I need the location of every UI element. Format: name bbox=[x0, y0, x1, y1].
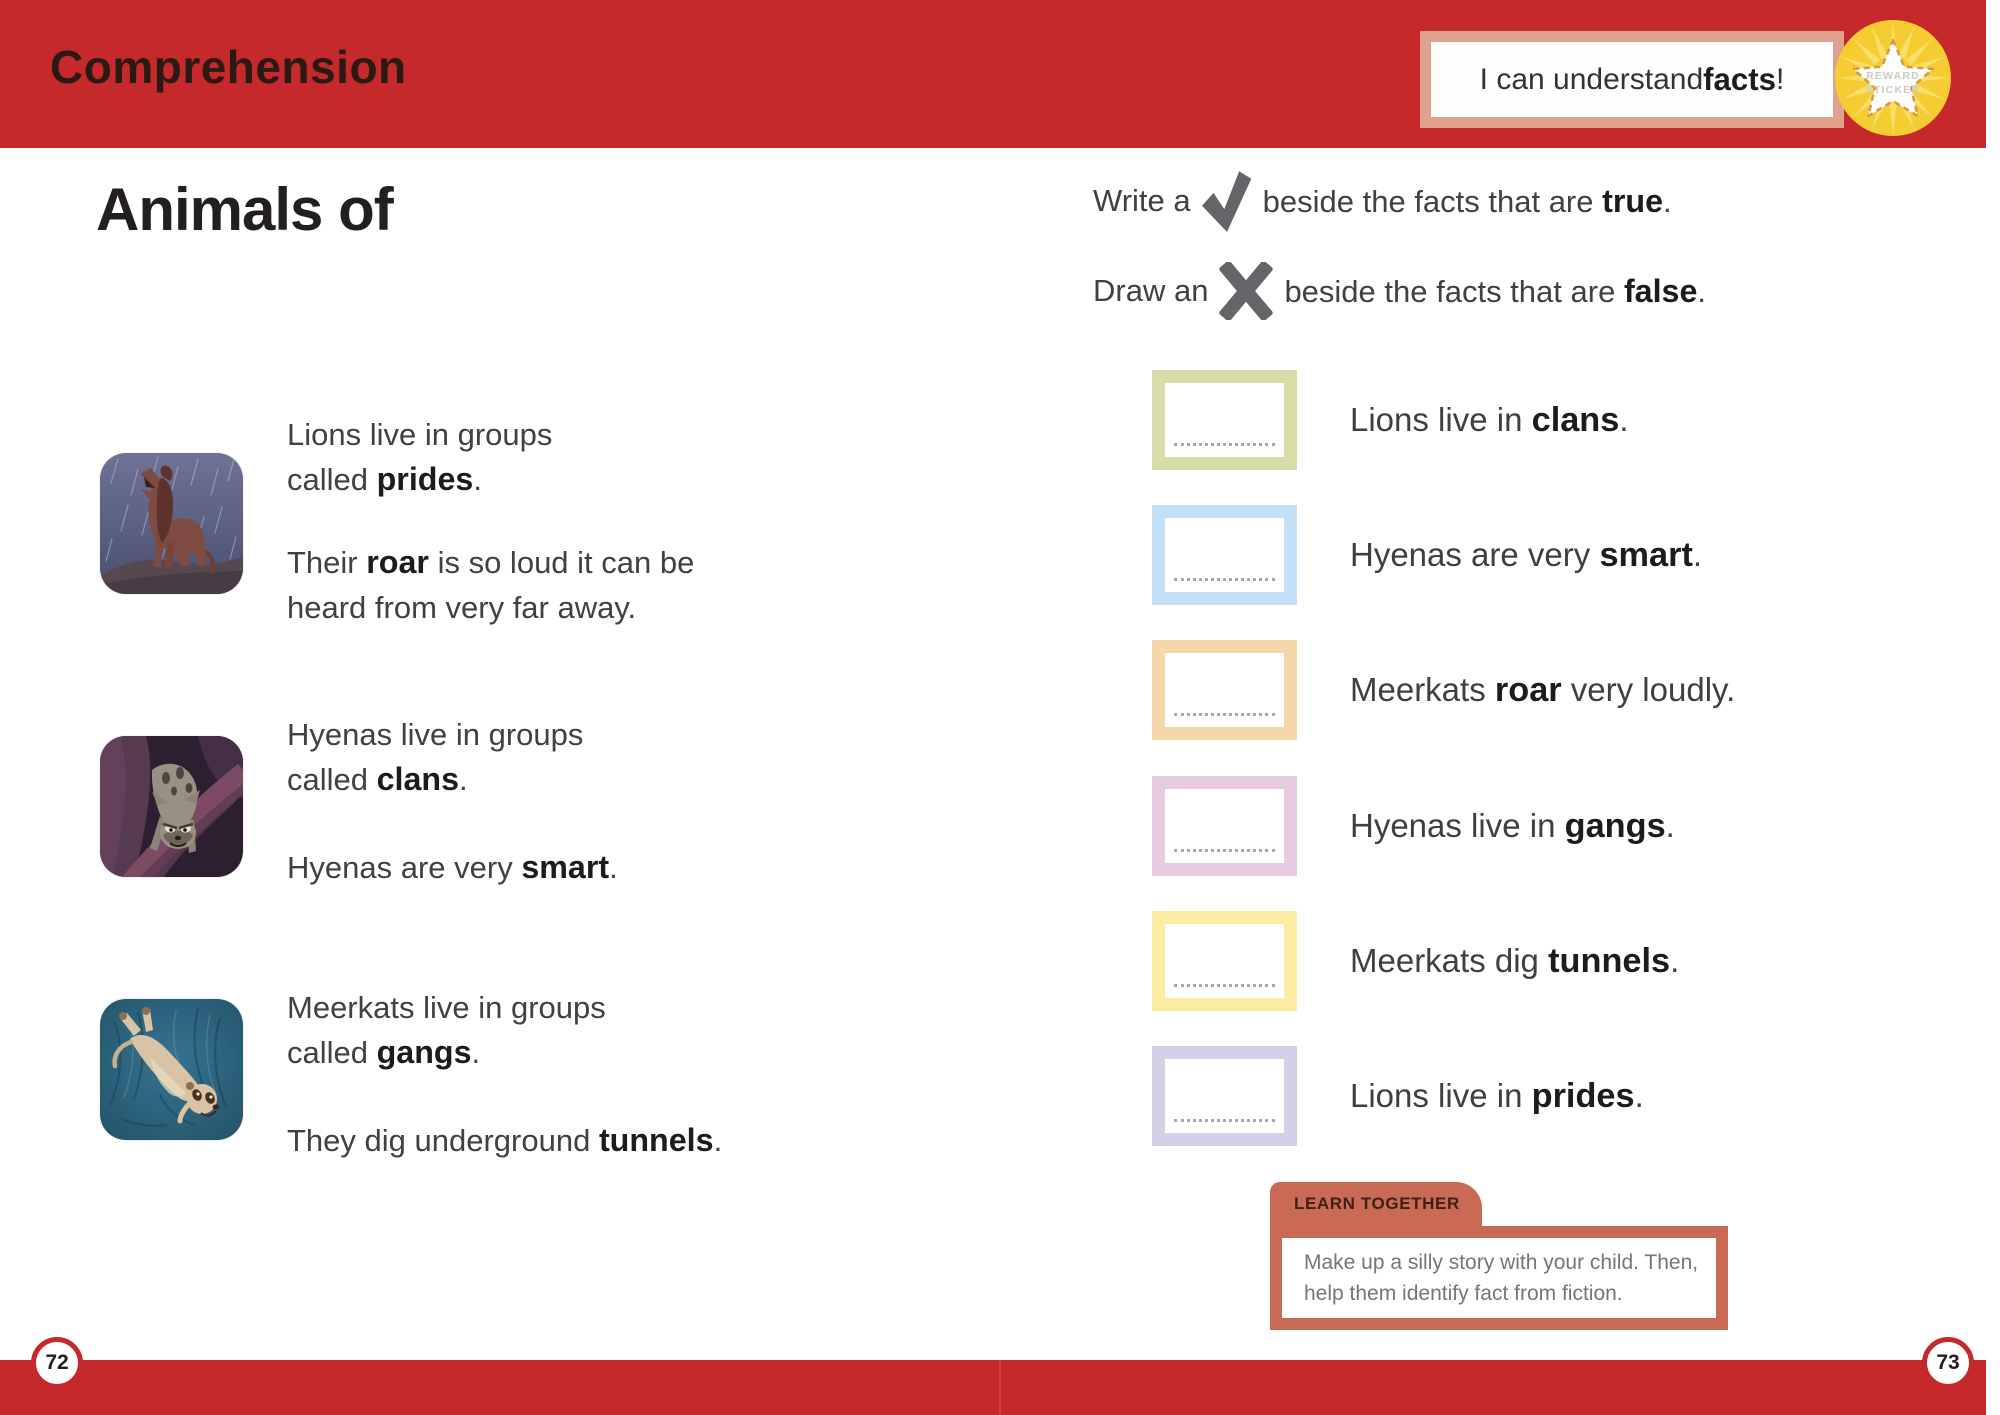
text-span: . bbox=[1692, 535, 1703, 573]
learn-together-line-2: help them identify fact from fiction. bbox=[1304, 1282, 1623, 1305]
badge-text-end: ! bbox=[1775, 62, 1785, 96]
keyword: smart bbox=[1599, 535, 1693, 574]
hyena-illustration bbox=[100, 736, 243, 877]
answer-box-3[interactable] bbox=[1152, 640, 1297, 740]
lion-roaring-illustration bbox=[100, 453, 243, 594]
keyword: smart bbox=[521, 849, 610, 885]
text-span: . bbox=[1663, 183, 1672, 219]
answer-box-field[interactable] bbox=[1165, 518, 1284, 592]
meerkat-image bbox=[100, 999, 243, 1140]
page-number-left: 72 bbox=[31, 1337, 83, 1389]
text-line bbox=[287, 757, 583, 802]
text-span: Hyenas are very bbox=[287, 850, 522, 885]
lion-paragraph-2 bbox=[287, 540, 694, 630]
page-gutter-line bbox=[999, 1360, 1001, 1415]
fact-row-2 bbox=[1152, 505, 1702, 605]
page-number-right: 73 bbox=[1922, 1337, 1974, 1389]
text-line bbox=[287, 985, 606, 1030]
text-line bbox=[287, 540, 694, 585]
text-span: . bbox=[1619, 400, 1629, 438]
svg-text:STICKER: STICKER bbox=[1865, 84, 1921, 96]
text-span: . bbox=[1670, 941, 1680, 979]
category-title: Comprehension bbox=[50, 41, 407, 93]
text-line bbox=[287, 712, 583, 757]
fact-row-6 bbox=[1152, 1046, 1644, 1146]
text-span: heard from very far away. bbox=[287, 590, 637, 625]
text-span: . bbox=[1697, 273, 1707, 309]
fact-statement-6 bbox=[1350, 1077, 1644, 1116]
fact-row-4 bbox=[1152, 776, 1675, 876]
answer-box-1[interactable] bbox=[1152, 370, 1297, 470]
achievement-badge bbox=[1420, 31, 1844, 128]
hyena-paragraph-2 bbox=[287, 845, 618, 890]
fact-statement-4 bbox=[1350, 807, 1675, 846]
text-span: . bbox=[1665, 806, 1675, 844]
meerkat-paragraph-1 bbox=[287, 985, 606, 1075]
text-span: Hyenas live in groups bbox=[287, 717, 584, 752]
answer-box-field[interactable] bbox=[1165, 789, 1284, 863]
answer-box-6[interactable] bbox=[1152, 1046, 1297, 1146]
text-span: called bbox=[287, 462, 377, 497]
meerkat-paragraph-2 bbox=[287, 1118, 722, 1163]
fact-row-1 bbox=[1152, 370, 1629, 470]
text-span: Lions live in bbox=[1350, 1076, 1532, 1114]
answer-box-field[interactable] bbox=[1165, 653, 1284, 727]
text-span: called bbox=[287, 762, 377, 797]
page-title: Animals of bbox=[96, 176, 393, 243]
lion-image bbox=[100, 453, 243, 594]
fact-row-3 bbox=[1152, 640, 1735, 740]
page-edge bbox=[1986, 0, 2000, 1415]
text-span: . bbox=[471, 1035, 481, 1070]
text-span: Meerkats dig bbox=[1350, 941, 1549, 979]
answer-box-5[interactable] bbox=[1152, 911, 1297, 1011]
text-span: is so loud it can be bbox=[428, 545, 695, 580]
instruction-post bbox=[1284, 273, 1706, 310]
keyword: tunnels bbox=[598, 1122, 714, 1158]
learn-together-tab bbox=[1270, 1182, 1482, 1228]
keyword: tunnels bbox=[1548, 941, 1671, 980]
text-span: called bbox=[287, 1035, 377, 1070]
text-span: Lions live in groups bbox=[287, 417, 553, 452]
keyword: clans bbox=[1531, 400, 1620, 439]
header-bar bbox=[0, 0, 2000, 148]
keyword: false bbox=[1623, 272, 1698, 309]
text-span: Their bbox=[287, 545, 367, 580]
fact-statement-1 bbox=[1350, 401, 1629, 440]
fact-row-5 bbox=[1152, 911, 1679, 1011]
text-line bbox=[287, 1030, 606, 1075]
fact-statement-2 bbox=[1350, 536, 1702, 575]
learn-together-body bbox=[1270, 1226, 1728, 1330]
reward-sticker-icon bbox=[1831, 16, 1955, 140]
text-span: beside the facts that are bbox=[1262, 183, 1603, 219]
text-span: . bbox=[713, 1123, 723, 1158]
reward-sticker-star-icon bbox=[1831, 16, 1955, 140]
keyword: gangs bbox=[376, 1034, 472, 1070]
keyword: gangs bbox=[1564, 806, 1666, 845]
instruction-pre: Write a bbox=[1093, 183, 1191, 218]
text-span: . bbox=[473, 462, 482, 497]
fact-statement-3 bbox=[1350, 671, 1735, 710]
cross-icon bbox=[1217, 262, 1275, 320]
keyword: true bbox=[1602, 182, 1664, 219]
answer-box-field[interactable] bbox=[1165, 1059, 1284, 1133]
svg-text:REWARD: REWARD bbox=[1866, 70, 1920, 82]
lion-paragraph-1 bbox=[287, 412, 552, 502]
text-span: . bbox=[1634, 1076, 1644, 1114]
text-span: Lions live in bbox=[1350, 400, 1532, 438]
text-span: Hyenas are very bbox=[1350, 535, 1600, 573]
keyword: clans bbox=[376, 761, 460, 797]
answer-box-2[interactable] bbox=[1152, 505, 1297, 605]
keyword: roar bbox=[1494, 670, 1562, 709]
instruction-post bbox=[1263, 183, 1672, 220]
badge-text-bold: facts bbox=[1703, 61, 1776, 97]
instruction-pre: Draw an bbox=[1093, 273, 1209, 308]
hyena-paragraph-1 bbox=[287, 712, 583, 802]
text-line bbox=[287, 1118, 722, 1163]
meerkat-illustration bbox=[100, 999, 243, 1140]
text-span: Meerkats live in groups bbox=[287, 990, 606, 1025]
learn-together-label: LEARN TOGETHER bbox=[1294, 1194, 1460, 1213]
answer-box-field[interactable] bbox=[1165, 383, 1284, 457]
keyword: prides bbox=[1531, 1076, 1635, 1115]
learn-together-panel bbox=[1270, 1182, 1728, 1330]
check-icon bbox=[1200, 167, 1254, 235]
text-line bbox=[287, 457, 552, 502]
learn-together-line-1: Make up a silly story with your child. Then, bbox=[1304, 1251, 1699, 1274]
keyword: roar bbox=[366, 544, 429, 580]
learn-together-text bbox=[1282, 1238, 1716, 1318]
text-span: . bbox=[609, 850, 618, 885]
answer-box-4[interactable] bbox=[1152, 776, 1297, 876]
achievement-badge-text bbox=[1431, 42, 1833, 117]
footer-bar bbox=[0, 1360, 2000, 1415]
text-span: . bbox=[459, 762, 468, 797]
keyword: prides bbox=[376, 461, 474, 497]
text-span: very loudly. bbox=[1561, 670, 1736, 708]
instruction-true bbox=[1093, 158, 1672, 244]
hyena-image bbox=[100, 736, 243, 877]
text-span: They dig underground bbox=[287, 1123, 599, 1158]
fact-statement-5 bbox=[1350, 942, 1679, 981]
badge-text-pre: I can understand bbox=[1479, 62, 1704, 96]
text-span: beside the facts that are bbox=[1284, 273, 1624, 309]
text-line bbox=[287, 585, 694, 630]
text-line bbox=[287, 845, 618, 890]
answer-box-field[interactable] bbox=[1165, 924, 1284, 998]
text-span: Hyenas live in bbox=[1350, 806, 1565, 844]
text-line bbox=[287, 412, 552, 457]
instruction-false bbox=[1093, 248, 1706, 334]
text-span: Meerkats bbox=[1350, 670, 1495, 708]
